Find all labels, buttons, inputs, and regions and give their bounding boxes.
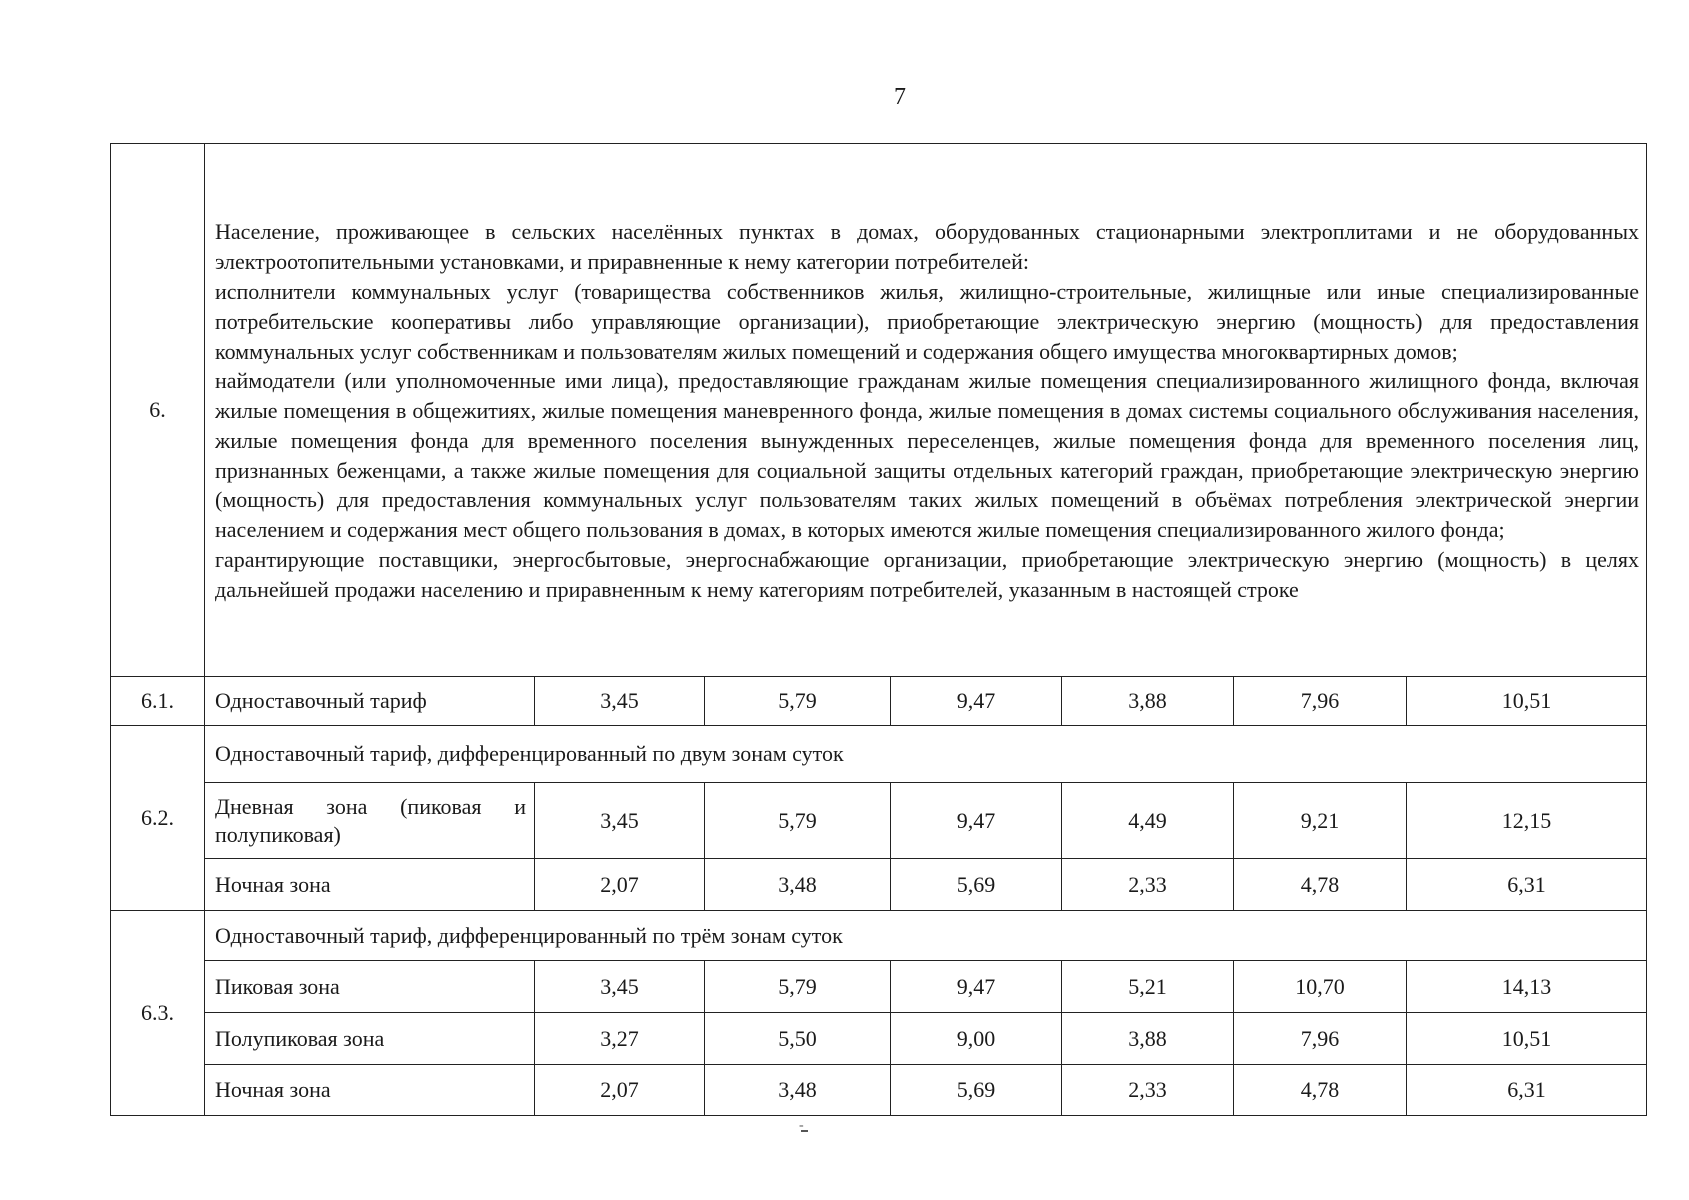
tariff-value: 3,45 [535,677,705,726]
description-paragraph: исполнители коммунальных услуг (товарищества собственников жилья, жилищно-строительные, жилищные или иные специализированные потребительские кооперативы либо управляющие организации), приобретающие электрическую энергию (мощность) для предоставления коммунальных услуг собственникам и пользователям жилых помещений и содержания общего имущества многоквартирных домов; [215,278,1639,364]
zone-label: Полупиковая зона [205,1013,535,1065]
section-row [111,144,1647,677]
table-row [111,859,1647,911]
table-row [111,911,1647,961]
tariff-value: 5,79 [705,783,891,859]
tariff-value: 10,70 [1234,961,1407,1013]
row-number: 6.1. [111,677,205,726]
description-paragraph: Население, проживающее в сельских населённых пунктах в домах, оборудованных стационарными электроплитами и не оборудованных электроотопительными установками, и приравненные к нему категории потребителей: [215,219,1639,275]
table-row [111,1013,1647,1065]
tariff-value: 9,47 [891,677,1062,726]
tariff-table [110,143,1647,1116]
row-number: 6.2. [111,726,205,911]
tariff-value: 2,07 [535,1065,705,1116]
zone-label: Ночная зона [205,1065,535,1116]
description-paragraph: наймодатели (или уполномоченные ими лица), предоставляющие гражданам жилые помещения специализированного жилищного фонда, включая жилые помещения в общежитиях, жилые помещения маневренного фонда, жилые помещения в домах системы социального обслуживания населения, жилые помещения фонда для временного поселения вынужденных переселенцев, жилые помещения фонда для временного поселения лиц, признанных беженцами, а также жилые помещения для социальной защиты отдельных категорий граждан, приобретающие электрическую энергию (мощность) для предоставления коммунальных услуг пользователям таких жилых помещений в объёмах потребления электрической энергии населением и содержания мест общего пользования в домах, в которых имеются жилые помещения специализированного жилого фонда; [215,368,1639,543]
tariff-value: 3,48 [705,1065,891,1116]
subsection-header: Одноставочный тариф, дифференцированный по двум зонам суток [205,726,1647,783]
tariff-value: 9,47 [891,783,1062,859]
tariff-value: 3,48 [705,859,891,911]
table-row [111,1065,1647,1116]
tariff-value: 3,45 [535,961,705,1013]
tariff-value: 14,13 [1407,961,1647,1013]
tariff-value: 5,79 [705,677,891,726]
table-row [111,961,1647,1013]
tariff-value: 3,88 [1062,677,1234,726]
tariff-value: 4,49 [1062,783,1234,859]
tariff-value: 7,96 [1234,677,1407,726]
zone-label: Пиковая зона [205,961,535,1013]
table-row [111,677,1647,726]
description-paragraph: гарантирующие поставщики, энергосбытовые, энергоснабжающие организации, приобретающие электрическую энергию (мощность) в целях дальнейшей продажи населению и приравненным к нему категориям потребителей, указанным в настоящей строке [215,547,1639,602]
tariff-value: 2,33 [1062,1065,1234,1116]
table-row [111,726,1647,783]
tariff-value: 12,15 [1407,783,1647,859]
tariff-value: 5,69 [891,859,1062,911]
row-number: 6.3. [111,911,205,1116]
tariff-value: 9,00 [891,1013,1062,1065]
tariff-value: 7,96 [1234,1013,1407,1065]
tariff-value: 6,31 [1407,859,1647,911]
tariff-value: 5,50 [705,1013,891,1065]
tariff-value: 2,33 [1062,859,1234,911]
page-number: 7 [894,84,906,110]
tariff-value: 6,31 [1407,1065,1647,1116]
tariff-value: 4,78 [1234,859,1407,911]
tariff-value: 10,51 [1407,677,1647,726]
tariff-label: Одноставочный тариф [205,677,535,726]
tariff-value: 4,78 [1234,1065,1407,1116]
footer-mark-text: - [799,1118,804,1133]
tariff-value: 5,69 [891,1065,1062,1116]
tariff-value: 2,07 [535,859,705,911]
tariff-value: 5,21 [1062,961,1234,1013]
tariff-value: 3,45 [535,783,705,859]
section-number: 6. [111,144,205,677]
table-row [111,783,1647,859]
tariff-value: 9,47 [891,961,1062,1013]
section-description [205,144,1647,677]
zone-label: Ночная зона [205,859,535,911]
tariff-value: 3,27 [535,1013,705,1065]
zone-label: Дневная зона (пиковая и полупиковая) [205,783,535,859]
tariff-value: 5,79 [705,961,891,1013]
tariff-value: 9,21 [1234,783,1407,859]
subsection-header: Одноставочный тариф, дифференцированный по трём зонам суток [205,911,1647,961]
tariff-value: 10,51 [1407,1013,1647,1065]
tariff-value: 3,88 [1062,1013,1234,1065]
